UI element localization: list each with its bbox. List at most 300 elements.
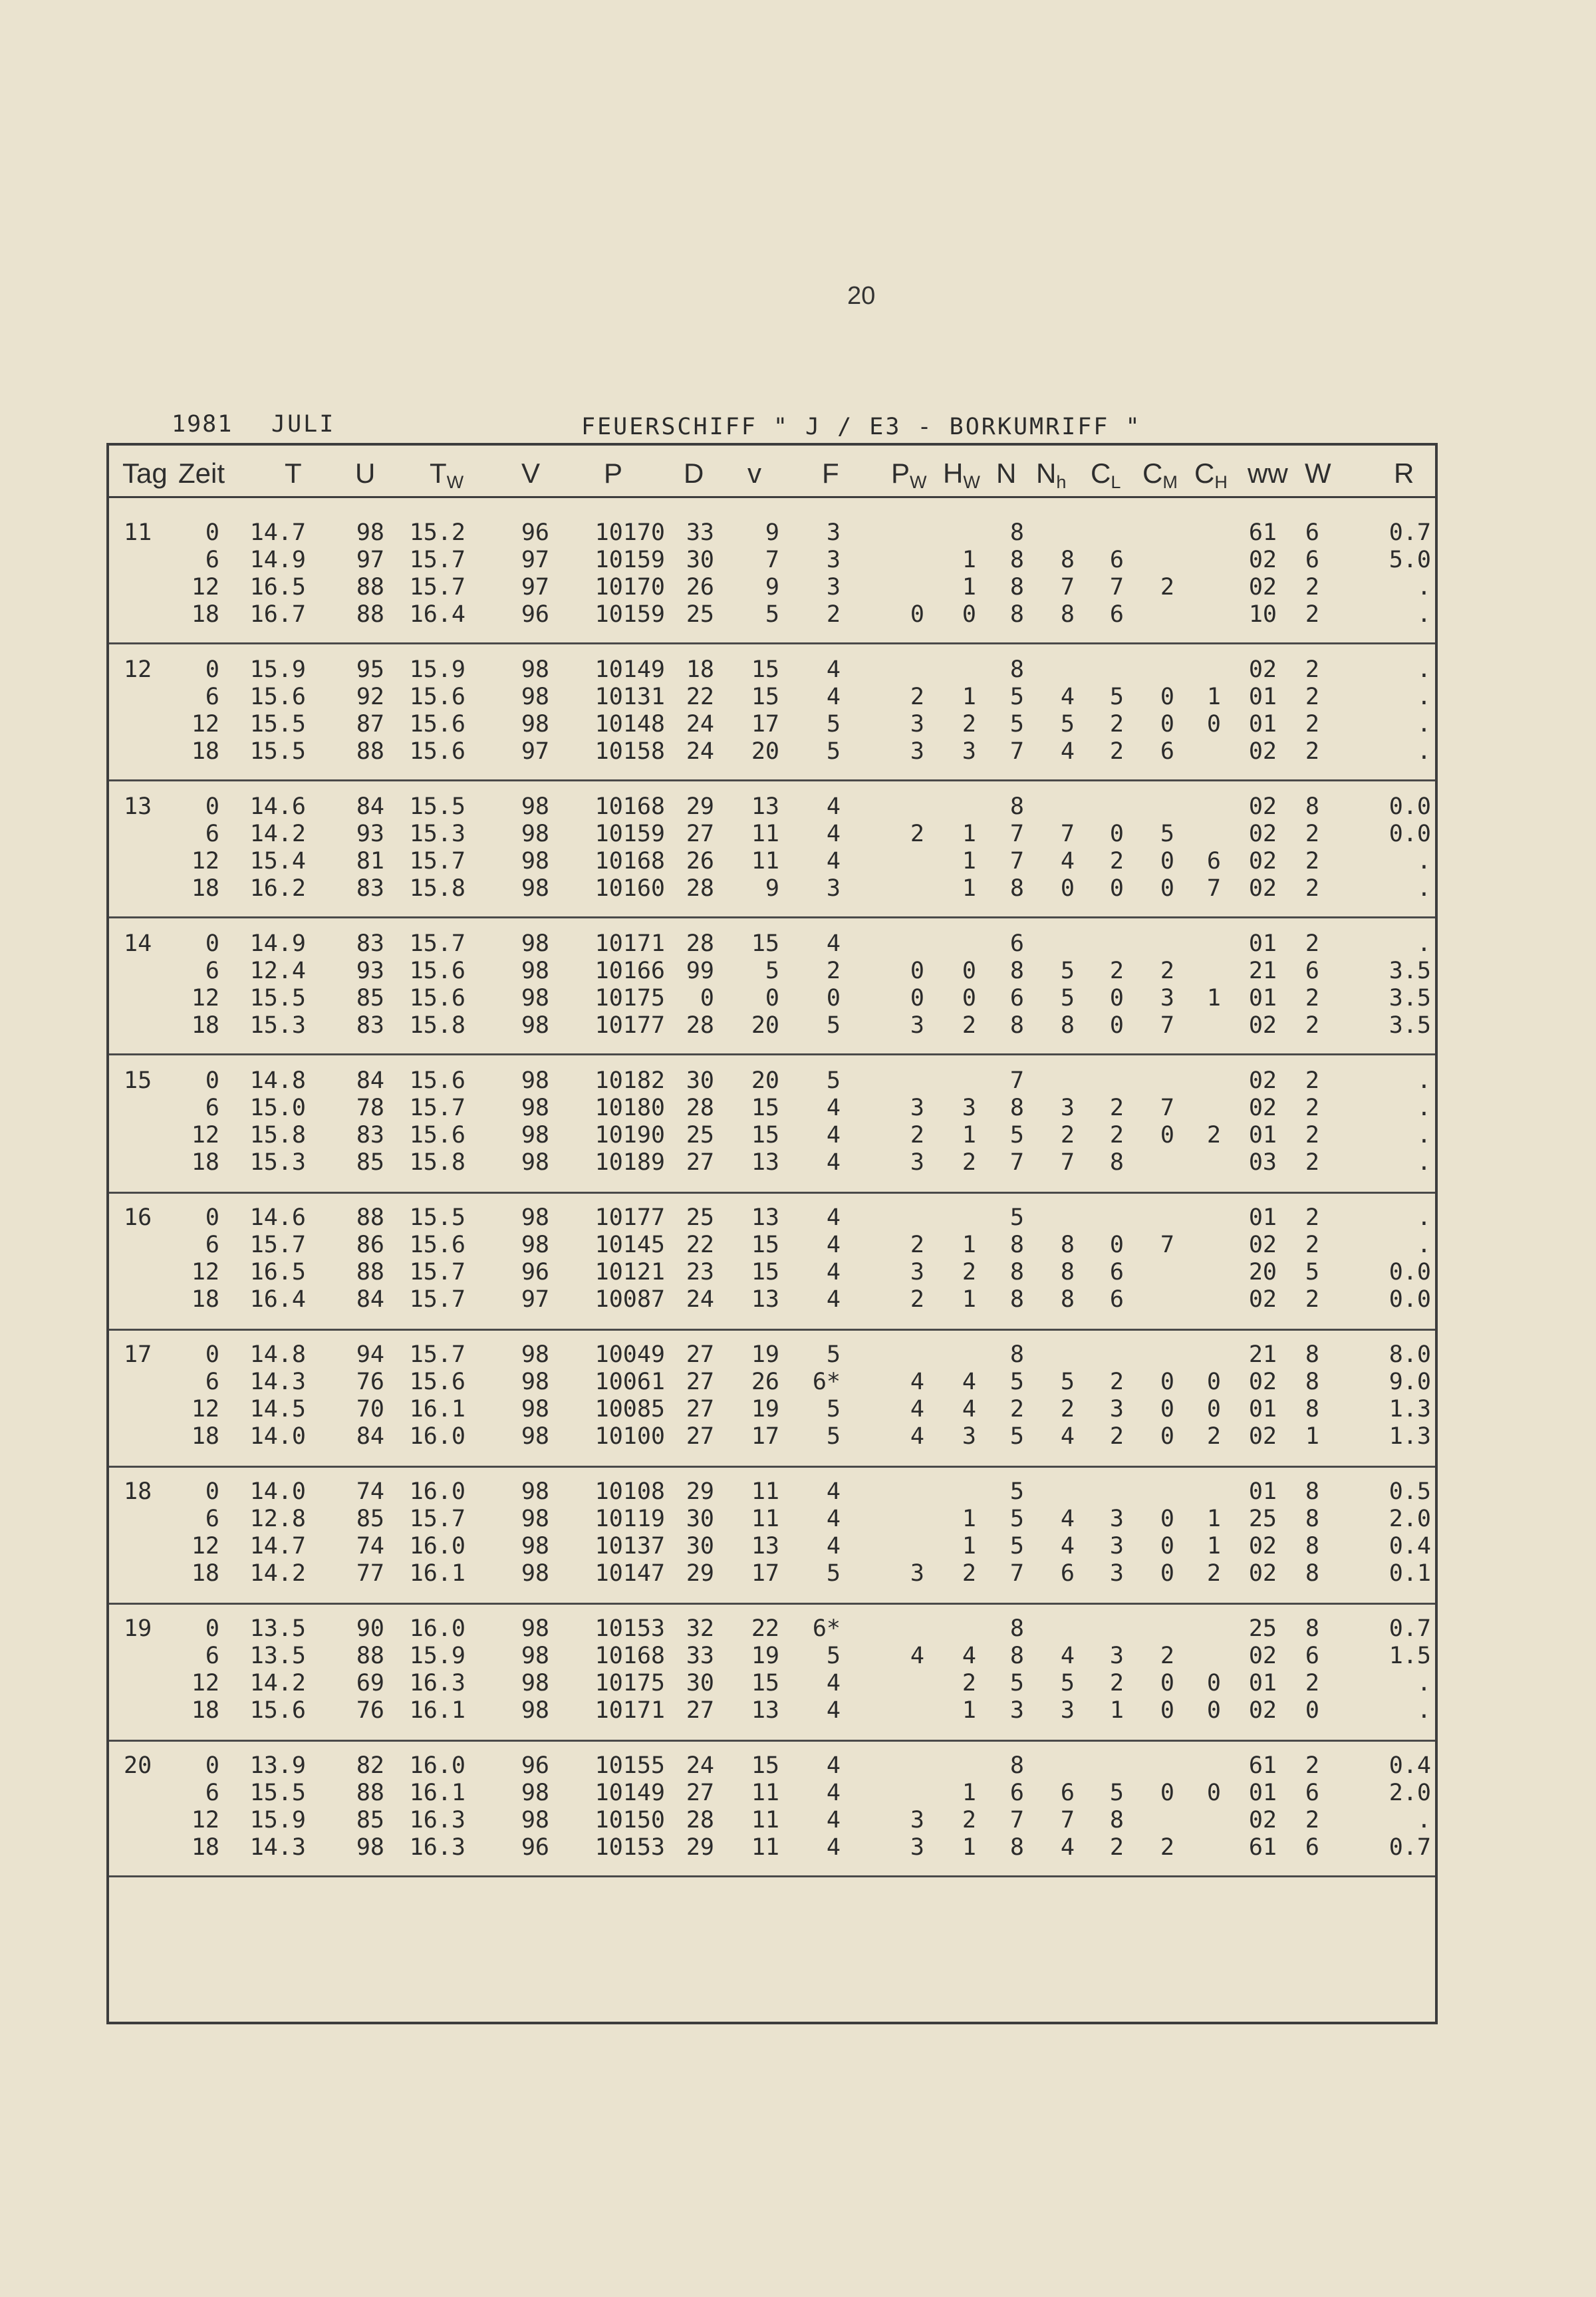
table-cell-V: 98: [521, 1341, 549, 1368]
table-cell-v: 19: [751, 1643, 779, 1669]
table-cell-P: 10158: [595, 738, 665, 765]
table-cell-F: 5: [826, 711, 841, 738]
table-cell-U: 88: [356, 1780, 384, 1806]
column-header-Hw: [943, 458, 980, 492]
table-cell-CM: 0: [1160, 848, 1174, 875]
table-cell-CM: 0: [1160, 1396, 1174, 1422]
table-cell-U: 87: [356, 711, 384, 738]
table-cell-W: 2: [1305, 574, 1319, 601]
table-cell-D: 28: [686, 930, 714, 957]
table-cell-CH: 1: [1206, 684, 1221, 710]
table-cell-V: 98: [521, 1560, 549, 1587]
table-cell-Hw: 1: [962, 875, 976, 902]
table-cell-T: 15.5: [249, 711, 306, 738]
table-cell-W: 8: [1305, 1396, 1319, 1422]
table-cell-CL: 2: [1109, 1095, 1124, 1121]
table-cell-F: 3: [826, 547, 841, 573]
table-cell-T: 14.2: [249, 1560, 306, 1587]
table-cell-F: 3: [826, 519, 841, 546]
table-cell-CH: 2: [1206, 1122, 1221, 1148]
table-cell-W: 2: [1305, 1122, 1319, 1148]
table-cell-CL: 2: [1109, 711, 1124, 738]
column-header-label: H: [943, 458, 964, 489]
table-cell-Nh: 4: [1060, 848, 1075, 875]
table-cell-zeit: 12: [191, 848, 219, 875]
table-cell-N: 5: [1009, 1533, 1024, 1559]
table-cell-W: 0: [1305, 1697, 1319, 1724]
table-cell-v: 15: [751, 1670, 779, 1696]
table-cell-V: 98: [521, 1506, 549, 1532]
table-cell-D: 25: [686, 1122, 714, 1148]
table-cell-CM: 0: [1160, 1506, 1174, 1532]
table-cell-V: 96: [521, 1834, 549, 1861]
table-cell-P: 10159: [595, 547, 665, 573]
table-cell-R: .: [1416, 875, 1431, 902]
table-cell-CL: 3: [1109, 1396, 1124, 1422]
table-cell-N: 5: [1009, 684, 1024, 710]
table-cell-N: 5: [1009, 1506, 1024, 1532]
table-cell-ww: 02: [1248, 1560, 1277, 1587]
column-header-label: C: [1194, 458, 1215, 489]
table-cell-P: 10145: [595, 1232, 665, 1258]
table-cell-Nh: 4: [1060, 1834, 1075, 1861]
table-cell-Nh: 7: [1060, 1149, 1075, 1176]
table-cell-Hw: 2: [962, 1560, 976, 1587]
column-header-label: D: [684, 458, 704, 489]
table-cell-zeit: 0: [205, 930, 219, 957]
table-cell-ww: 25: [1248, 1615, 1277, 1642]
column-header-label: P: [891, 458, 910, 489]
table-cell-N: 5: [1009, 1670, 1024, 1696]
column-header-label: Zeit: [178, 458, 225, 489]
table-cell-zeit: 6: [205, 1780, 219, 1806]
table-cell-R: 0.5: [1389, 1478, 1431, 1505]
table-cell-ww: 02: [1248, 821, 1277, 847]
table-cell-Pw: 3: [910, 1807, 924, 1833]
table-cell-ww: 01: [1248, 1478, 1277, 1505]
table-cell-ww: 02: [1248, 738, 1277, 765]
table-cell-R: 8.0: [1389, 1341, 1431, 1368]
table-cell-CM: 0: [1160, 1780, 1174, 1806]
table-cell-D: 27: [686, 1369, 714, 1395]
table-cell-Tw: 16.1: [409, 1560, 466, 1587]
table-cell-Pw: 0: [910, 985, 924, 1012]
table-cell-R: 0.4: [1389, 1533, 1431, 1559]
day-separator: [109, 1466, 1435, 1468]
table-cell-zeit: 0: [205, 793, 219, 820]
table-cell-Tw: 15.7: [409, 1095, 466, 1121]
table-cell-Tw: 15.7: [409, 1506, 466, 1532]
column-header-subscript: M: [1162, 472, 1178, 492]
table-cell-zeit: 6: [205, 684, 219, 710]
table-cell-N: 6: [1009, 930, 1024, 957]
table-cell-v: 9: [765, 574, 779, 601]
table-cell-CM: 0: [1160, 711, 1174, 738]
table-cell-U: 83: [356, 1012, 384, 1039]
table-cell-V: 98: [521, 1643, 549, 1669]
table-cell-T: 14.6: [249, 1204, 306, 1231]
table-cell-CH: 0: [1206, 711, 1221, 738]
table-cell-N: 5: [1009, 1122, 1024, 1148]
table-cell-Pw: 2: [910, 684, 924, 710]
table-cell-R: .: [1416, 574, 1431, 601]
table-cell-zeit: 18: [191, 1834, 219, 1861]
table-cell-Hw: 2: [962, 1259, 976, 1285]
table-cell-W: 8: [1305, 793, 1319, 820]
table-cell-CL: 6: [1109, 601, 1124, 628]
table-cell-V: 98: [521, 1807, 549, 1833]
table-cell-W: 8: [1305, 1560, 1319, 1587]
table-cell-v: 13: [751, 1286, 779, 1313]
column-header-W: [1305, 458, 1331, 489]
table-cell-P: 10171: [595, 930, 665, 957]
table-cell-ww: 02: [1248, 1067, 1277, 1094]
day-separator: [109, 1875, 1435, 1877]
column-header-label: F: [822, 458, 839, 489]
table-cell-W: 1: [1305, 1423, 1319, 1450]
table-cell-Hw: 0: [962, 985, 976, 1012]
table-cell-N: 7: [1009, 821, 1024, 847]
table-cell-v: 11: [751, 1807, 779, 1833]
table-cell-Pw: 2: [910, 1232, 924, 1258]
table-cell-v: 17: [751, 1423, 779, 1450]
table-cell-V: 98: [521, 848, 549, 875]
table-cell-ww: 10: [1248, 601, 1277, 628]
table-cell-U: 82: [356, 1752, 384, 1779]
table-cell-Nh: 5: [1060, 1369, 1075, 1395]
table-cell-N: 8: [1009, 656, 1024, 683]
table-cell-v: 11: [751, 1834, 779, 1861]
table-cell-Hw: 2: [962, 1149, 976, 1176]
table-cell-zeit: 0: [205, 1341, 219, 1368]
table-cell-U: 81: [356, 848, 384, 875]
table-cell-Pw: 3: [910, 1012, 924, 1039]
table-cell-CH: 0: [1206, 1670, 1221, 1696]
table-cell-U: 93: [356, 958, 384, 984]
table-cell-T: 16.7: [249, 601, 306, 628]
table-cell-V: 98: [521, 1149, 549, 1176]
day-separator: [109, 779, 1435, 781]
table-cell-V: 98: [521, 821, 549, 847]
table-cell-zeit: 12: [191, 985, 219, 1012]
table-cell-ww: 01: [1248, 711, 1277, 738]
column-header-V: [521, 458, 540, 489]
table-cell-T: 13.5: [249, 1615, 306, 1642]
table-cell-CM: 2: [1160, 1643, 1174, 1669]
table-cell-P: 10159: [595, 821, 665, 847]
table-cell-P: 10119: [595, 1506, 665, 1532]
table-cell-F: 5: [826, 738, 841, 765]
table-cell-F: 4: [826, 1506, 841, 1532]
table-cell-ww: 01: [1248, 1122, 1277, 1148]
table-cell-W: 6: [1305, 519, 1319, 546]
table-cell-N: 8: [1009, 574, 1024, 601]
table-cell-Nh: 8: [1060, 601, 1075, 628]
table-cell-U: 70: [356, 1396, 384, 1422]
table-cell-D: 24: [686, 1286, 714, 1313]
table-cell-CL: 8: [1109, 1149, 1124, 1176]
table-cell-N: 8: [1009, 1012, 1024, 1039]
table-cell-Hw: 1: [962, 1122, 976, 1148]
table-cell-N: 8: [1009, 547, 1024, 573]
table-cell-ww: 02: [1248, 1232, 1277, 1258]
table-cell-T: 15.4: [249, 848, 306, 875]
column-header-subscript: W: [910, 472, 927, 492]
table-cell-CM: 6: [1160, 738, 1174, 765]
column-header-label: W: [1305, 458, 1331, 489]
table-cell-Pw: 2: [910, 821, 924, 847]
table-cell-CH: 2: [1206, 1423, 1221, 1450]
table-cell-W: 6: [1305, 958, 1319, 984]
table-cell-ww: 03: [1248, 1149, 1277, 1176]
table-cell-W: 2: [1305, 601, 1319, 628]
column-header-label: V: [521, 458, 541, 489]
table-cell-Pw: 3: [910, 738, 924, 765]
table-cell-Tw: 16.0: [409, 1615, 466, 1642]
table-cell-zeit: 18: [191, 875, 219, 902]
table-cell-N: 8: [1009, 958, 1024, 984]
column-header-label: T: [430, 458, 447, 489]
table-cell-W: 2: [1305, 930, 1319, 957]
table-cell-ww: 02: [1248, 1423, 1277, 1450]
table-cell-P: 10148: [595, 711, 665, 738]
table-cell-v: 5: [765, 601, 779, 628]
day-label: 13: [124, 793, 152, 820]
table-cell-W: 8: [1305, 1478, 1319, 1505]
table-cell-V: 98: [521, 684, 549, 710]
table-cell-Nh: 2: [1060, 1396, 1075, 1422]
table-cell-CH: 6: [1206, 848, 1221, 875]
table-cell-V: 98: [521, 1204, 549, 1231]
column-header-subscript: H: [1214, 472, 1228, 492]
table-cell-P: 10147: [595, 1560, 665, 1587]
table-cell-ww: 02: [1248, 1697, 1277, 1724]
table-cell-v: 26: [751, 1369, 779, 1395]
table-cell-P: 10180: [595, 1095, 665, 1121]
table-cell-v: 13: [751, 1204, 779, 1231]
table-cell-N: 5: [1009, 1204, 1024, 1231]
table-cell-P: 10189: [595, 1149, 665, 1176]
table-cell-U: 85: [356, 1506, 384, 1532]
day-label: 15: [124, 1067, 152, 1094]
table-cell-F: 2: [826, 601, 841, 628]
column-header-P: [604, 458, 622, 489]
table-cell-Nh: 8: [1060, 1232, 1075, 1258]
column-header-D: [684, 458, 704, 489]
table-cell-Hw: 2: [962, 1012, 976, 1039]
table-cell-D: 22: [686, 1232, 714, 1258]
table-cell-ww: 21: [1248, 958, 1277, 984]
table-cell-CM: 0: [1160, 1533, 1174, 1559]
table-cell-CM: 0: [1160, 1670, 1174, 1696]
table-cell-Hw: 1: [962, 1232, 976, 1258]
table-cell-P: 10153: [595, 1615, 665, 1642]
table-cell-Hw: 1: [962, 574, 976, 601]
day-label: 18: [124, 1478, 152, 1505]
table-cell-D: 27: [686, 1697, 714, 1724]
day-label: 16: [124, 1204, 152, 1231]
table-cell-Pw: 4: [910, 1369, 924, 1395]
table-cell-U: 85: [356, 1807, 384, 1833]
table-cell-Hw: 1: [962, 848, 976, 875]
table-cell-D: 18: [686, 656, 714, 683]
table-cell-R: 0.4: [1389, 1752, 1431, 1779]
table-cell-W: 2: [1305, 875, 1319, 902]
table-cell-CL: 2: [1109, 1834, 1124, 1861]
table-cell-CM: 0: [1160, 1697, 1174, 1724]
table-cell-R: .: [1416, 1697, 1431, 1724]
table-cell-N: 6: [1009, 985, 1024, 1012]
table-cell-ww: 02: [1248, 547, 1277, 573]
table-cell-Hw: 2: [962, 1807, 976, 1833]
table-cell-T: 14.2: [249, 1670, 306, 1696]
table-cell-T: 14.0: [249, 1423, 306, 1450]
table-cell-D: 30: [686, 1533, 714, 1559]
table-cell-zeit: 18: [191, 1149, 219, 1176]
table-cell-P: 10168: [595, 1643, 665, 1669]
table-cell-R: .: [1416, 1122, 1431, 1148]
table-cell-W: 6: [1305, 1643, 1319, 1669]
table-cell-F: 4: [826, 1286, 841, 1313]
table-cell-CH: 1: [1206, 1506, 1221, 1532]
table-cell-T: 16.5: [249, 574, 306, 601]
table-cell-W: 8: [1305, 1369, 1319, 1395]
table-cell-U: 90: [356, 1615, 384, 1642]
table-cell-F: 4: [826, 1670, 841, 1696]
table-cell-Tw: 16.3: [409, 1807, 466, 1833]
table-cell-v: 17: [751, 711, 779, 738]
table-cell-v: 0: [765, 985, 779, 1012]
table-cell-U: 88: [356, 601, 384, 628]
table-cell-Nh: 4: [1060, 738, 1075, 765]
day-label: 12: [124, 656, 152, 683]
table-cell-F: 4: [826, 821, 841, 847]
table-cell-Tw: 15.9: [409, 656, 466, 683]
column-header-zeit: [178, 458, 225, 489]
table-cell-D: 28: [686, 1012, 714, 1039]
day-label: 20: [124, 1752, 152, 1779]
table-cell-N: 8: [1009, 1232, 1024, 1258]
table-cell-CH: 0: [1206, 1697, 1221, 1724]
table-cell-D: 33: [686, 519, 714, 546]
table-cell-N: 7: [1009, 738, 1024, 765]
table-cell-D: 24: [686, 1752, 714, 1779]
table-cell-P: 10049: [595, 1341, 665, 1368]
table-cell-R: .: [1416, 1232, 1431, 1258]
table-cell-F: 4: [826, 1834, 841, 1861]
table-cell-T: 13.9: [249, 1752, 306, 1779]
table-cell-v: 15: [751, 684, 779, 710]
table-cell-Tw: 16.0: [409, 1752, 466, 1779]
table-cell-CM: 0: [1160, 1423, 1174, 1450]
table-cell-U: 85: [356, 985, 384, 1012]
table-cell-v: 9: [765, 875, 779, 902]
table-cell-U: 74: [356, 1533, 384, 1559]
table-cell-F: 5: [826, 1560, 841, 1587]
table-cell-V: 98: [521, 1697, 549, 1724]
table-cell-v: 11: [751, 1780, 779, 1806]
table-cell-Hw: 1: [962, 1697, 976, 1724]
table-cell-R: .: [1416, 738, 1431, 765]
table-cell-Tw: 15.6: [409, 1067, 466, 1094]
table-cell-V: 98: [521, 930, 549, 957]
table-cell-v: 11: [751, 848, 779, 875]
table-cell-Nh: 0: [1060, 875, 1075, 902]
table-cell-F: 4: [826, 1232, 841, 1258]
column-header-label: Tag: [122, 458, 168, 489]
table-cell-Nh: 3: [1060, 1095, 1075, 1121]
table-cell-Tw: 16.1: [409, 1780, 466, 1806]
table-cell-R: 0.7: [1389, 519, 1431, 546]
table-cell-U: 98: [356, 519, 384, 546]
table-cell-Nh: 7: [1060, 821, 1075, 847]
table-cell-T: 15.9: [249, 656, 306, 683]
table-cell-Nh: 4: [1060, 1423, 1075, 1450]
table-cell-V: 98: [521, 1122, 549, 1148]
table-cell-T: 15.0: [249, 1095, 306, 1121]
table-cell-V: 96: [521, 1259, 549, 1285]
table-cell-Tw: 15.6: [409, 711, 466, 738]
table-cell-CL: 6: [1109, 547, 1124, 573]
table-cell-Pw: 3: [910, 1149, 924, 1176]
table-cell-V: 97: [521, 738, 549, 765]
table-cell-zeit: 18: [191, 1423, 219, 1450]
day-label: 17: [124, 1341, 152, 1368]
table-cell-zeit: 18: [191, 1560, 219, 1587]
table-cell-Tw: 15.7: [409, 547, 466, 573]
table-cell-zeit: 6: [205, 1232, 219, 1258]
table-cell-Tw: 15.7: [409, 930, 466, 957]
table-cell-CL: 2: [1109, 1423, 1124, 1450]
table-cell-U: 83: [356, 930, 384, 957]
table-cell-v: 15: [751, 1095, 779, 1121]
table-cell-T: 15.6: [249, 684, 306, 710]
table-cell-zeit: 6: [205, 1643, 219, 1669]
table-cell-D: 33: [686, 1643, 714, 1669]
table-cell-V: 98: [521, 711, 549, 738]
table-cell-Nh: 8: [1060, 1286, 1075, 1313]
table-cell-CL: 0: [1109, 821, 1124, 847]
table-cell-CM: 2: [1160, 958, 1174, 984]
table-cell-Nh: 6: [1060, 1780, 1075, 1806]
table-cell-R: .: [1416, 684, 1431, 710]
table-cell-U: 88: [356, 1204, 384, 1231]
table-cell-Tw: 15.5: [409, 1204, 466, 1231]
table-cell-Hw: 1: [962, 547, 976, 573]
table-cell-D: 99: [686, 958, 714, 984]
table-cell-W: 2: [1305, 985, 1319, 1012]
table-cell-Nh: 4: [1060, 1643, 1075, 1669]
day-separator: [109, 1329, 1435, 1331]
table-cell-D: 29: [686, 793, 714, 820]
column-header-subscript: W: [963, 472, 980, 492]
table-cell-N: 8: [1009, 1834, 1024, 1861]
table-cell-ww: 25: [1248, 1506, 1277, 1532]
column-header-ww: [1248, 458, 1288, 489]
table-cell-R: .: [1416, 930, 1431, 957]
column-header-subscript: h: [1056, 472, 1067, 492]
table-cell-Pw: 3: [910, 1560, 924, 1587]
table-cell-zeit: 18: [191, 1012, 219, 1039]
table-cell-T: 15.3: [249, 1012, 306, 1039]
table-cell-V: 98: [521, 958, 549, 984]
table-cell-R: 2.0: [1389, 1780, 1431, 1806]
table-cell-Pw: 3: [910, 711, 924, 738]
table-cell-N: 7: [1009, 1149, 1024, 1176]
table-cell-F: 4: [826, 684, 841, 710]
table-cell-V: 98: [521, 1012, 549, 1039]
column-header-v: [747, 458, 761, 489]
